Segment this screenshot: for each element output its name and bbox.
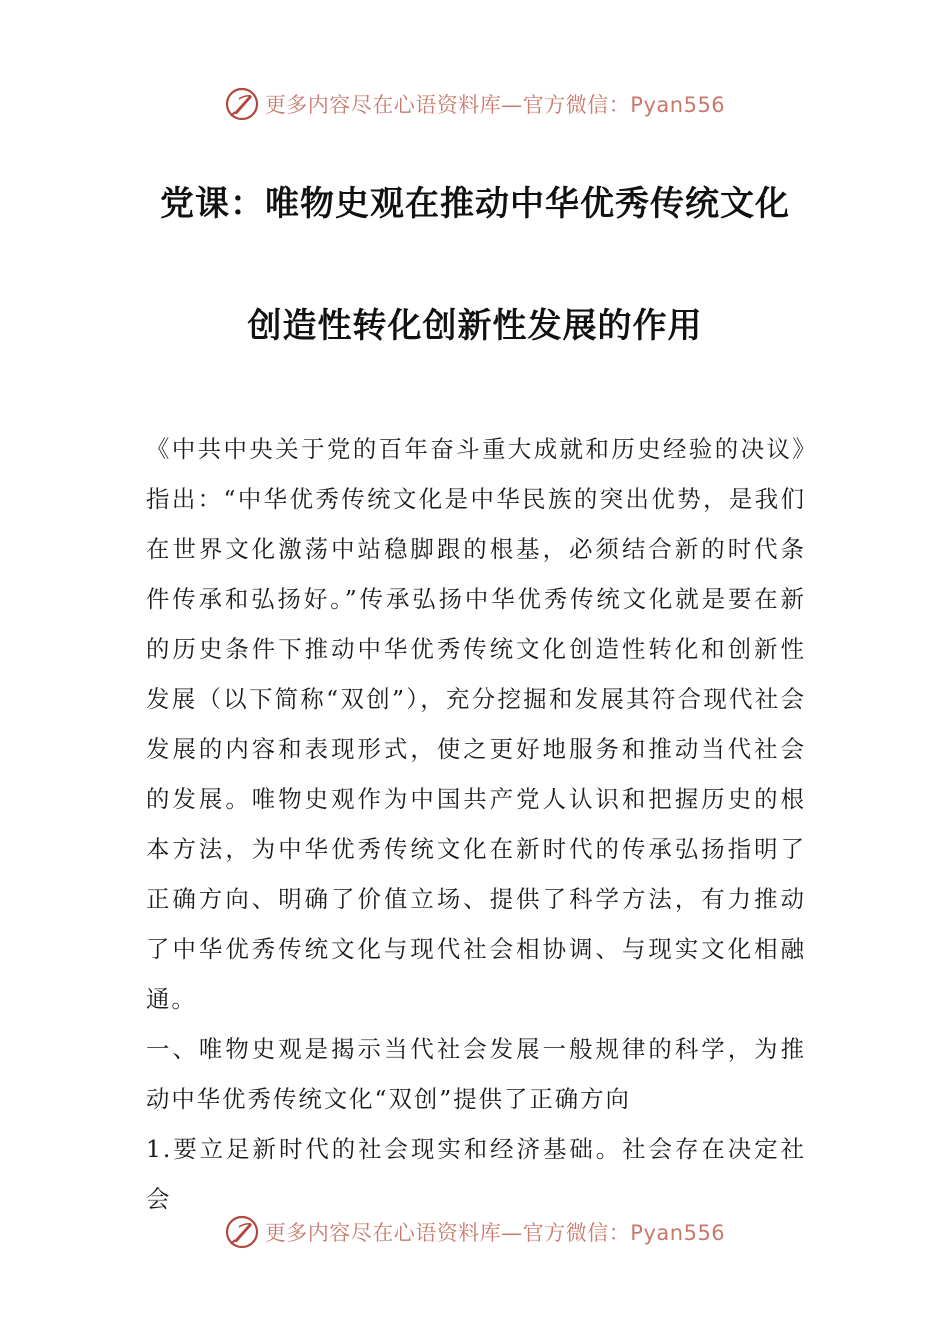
- section-heading-1: 一、唯物史观是揭示当代社会发展一般规律的科学，为推动中华优秀传统文化“双创”提供了正确方向: [146, 1035, 806, 1113]
- document-title-line-1: 党课：唯物史观在推动中华优秀传统文化: [160, 184, 790, 224]
- document-title-line-2: 创造性转化创新性发展的作用: [247, 306, 703, 346]
- document-body: [146, 424, 806, 1224]
- quill-pen-logo-icon: [225, 1215, 259, 1249]
- footer-banner: [0, 1212, 950, 1252]
- header-banner-text: 更多内容尽在心语资料库—官方微信：Pyan556: [264, 93, 726, 117]
- body-paragraph-point-1: 1.要立足新时代的社会现实和经济基础。社会存在决定社会: [146, 1135, 806, 1213]
- quill-pen-logo-icon: [225, 87, 259, 121]
- header-banner: [0, 84, 950, 124]
- body-paragraph-intro: 《中共中央关于党的百年奋斗重大成就和历史经验的决议》指出：“中华优秀传统文化是中华民族的突出优势，是我们在世界文化激荡中站稳脚跟的根基，必须结合新的时代条件传承和弘扬好。”传承弘扬中华优秀传统文化就是要在新的历史条件下推动中华优秀传统文化创造性转化和创新性发展（以下简称“双创”），充分挖掘和发展其符合现代社会发展的内容和表现形式，使之更好地服务和推动当代社会的发展。唯物史观作为中国共产党人认识和把握历史的根本方法，为中华优秀传统文化在新时代的传承弘扬指明了正确方向、明确了价值立场、提供了科学方法，有力推动了中华优秀传统文化与现代社会相协调、与现实文化相融通。: [146, 435, 806, 1013]
- footer-banner-text: 更多内容尽在心语资料库—官方微信：Pyan556: [264, 1221, 726, 1245]
